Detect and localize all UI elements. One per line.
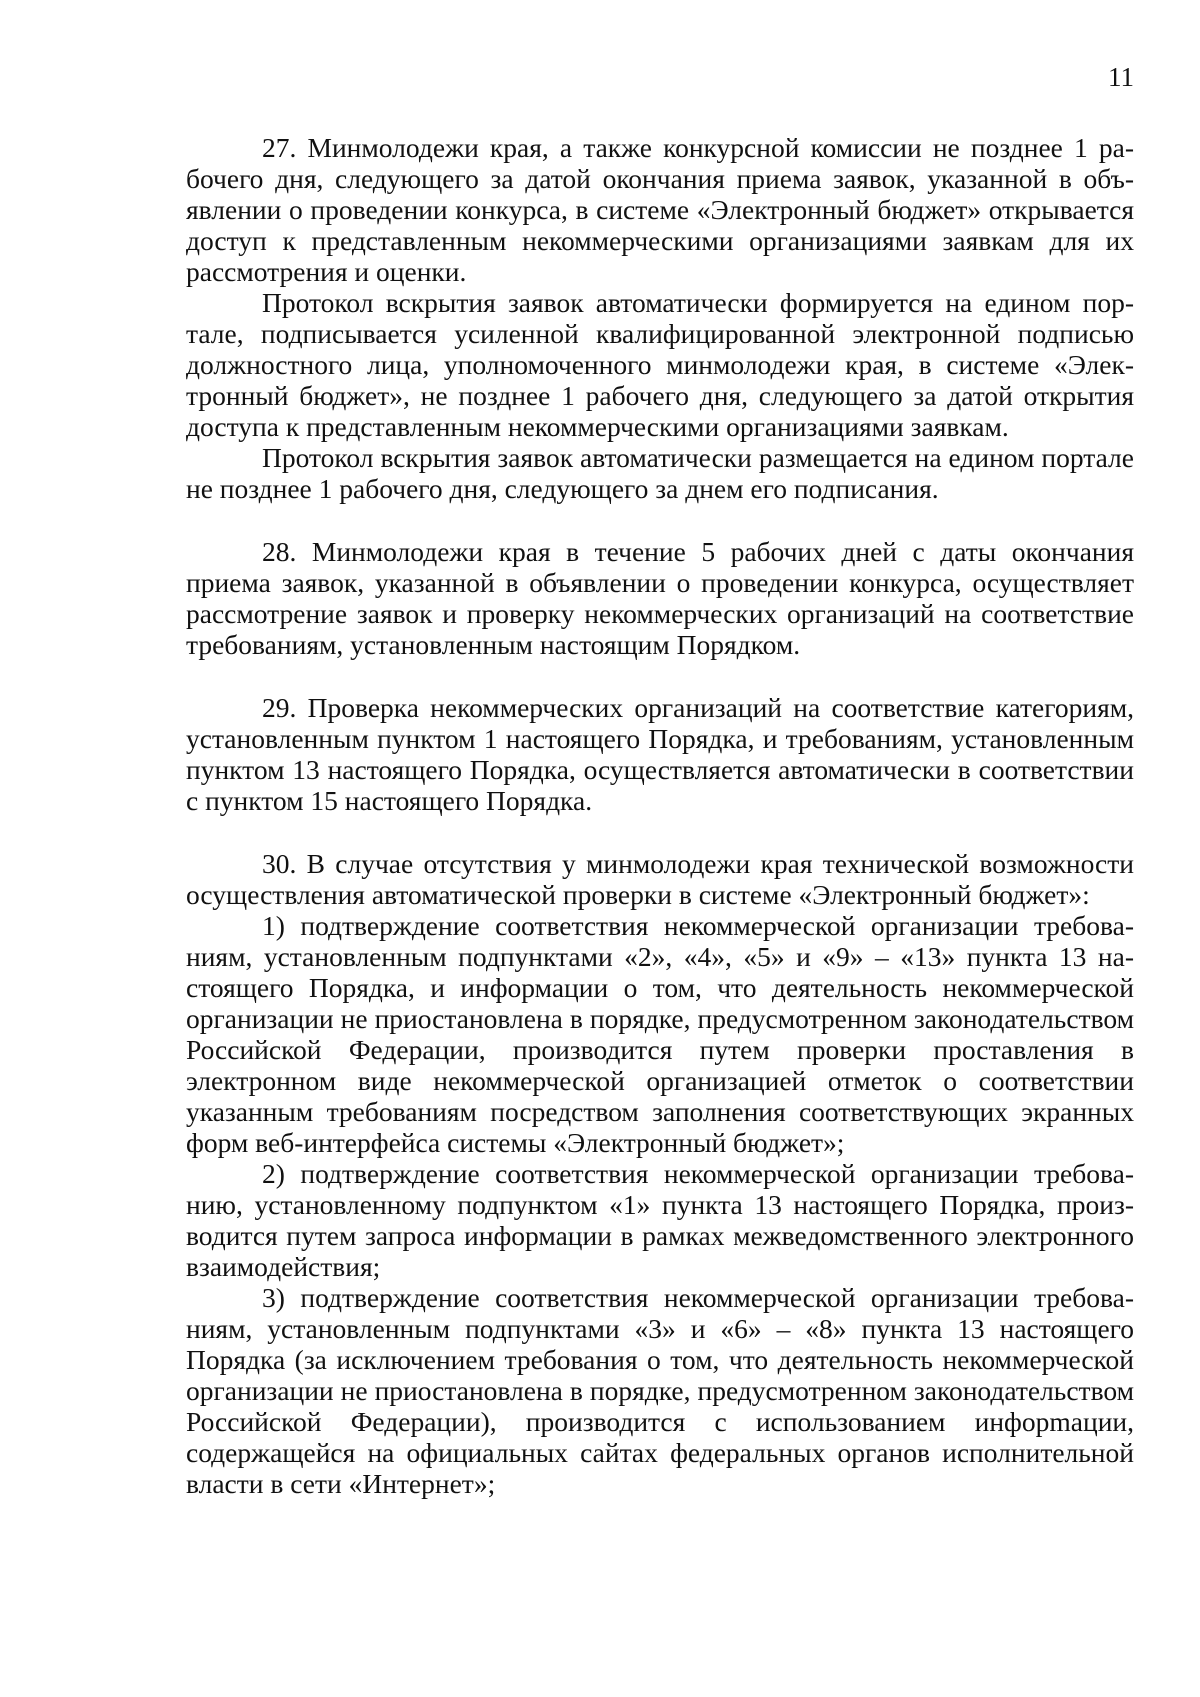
spacer	[186, 660, 1134, 692]
paragraph-30: 30. В случае отсутствия у минмолодежи края технической возможности осуществления автоматической проверки в системе «Электронный бюджет»:	[186, 848, 1134, 910]
paragraph-30-item-2: 2) подтверждение соответствия некоммерческой организации требованию, установленному подпунктом «1» пункта 13 настоящего Порядка, производится путем запроса информации в рамках межведомственного электронного взаимодействия;	[186, 1158, 1134, 1282]
paragraph-29: 29. Проверка некоммерческих организаций на соответствие категориям, установленным пунктом 1 настоящего Порядка, и требованиям, установленным пунктом 13 настоящего Порядка, осуществляется автоматически в соответствии с пунктом 15 настоящего Порядка.	[186, 692, 1134, 816]
paragraph-30-item-3: 3) подтверждение соответствия некоммерческой организации требованиям, установленным подпунктами «3» и «6» – «8» пункта 13 настоящего Порядка (за исключением требования о том, что деятельность некоммерческой организации не приостановлена в порядке, предусмотренном законодательством Российской Федерации), производится с использованием инфорmации, содержащейся на официальных сайтах федеральных органов исполнительной власти в сети «Интернет»;	[186, 1282, 1134, 1499]
spacer	[186, 504, 1134, 536]
paragraph-28: 28. Минмолодежи края в течение 5 рабочих дней с даты окончания приема заявок, указанной в объявлении о проведении конкурса, осуществляет рассмотрение заявок и проверку некоммерческих организаций на соответствие требованиям, установленным настоящим Порядком.	[186, 536, 1134, 660]
page-number: 11	[1108, 62, 1134, 92]
paragraph-30-item-1: 1) подтверждение соответствия некоммерческой организации требованиям, установленным подпунктами «2», «4», «5» и «9» – «13» пункта 13 настоящего Порядка, и информации о том, что деятельность некоммерческой организации не приостановлена в порядке, предусмотренном законодательством Российской Федерации, производится путем проверки проставления в электронном виде некоммерческой организацией отметок о соответствии указанным требованиям посредством заполнения соответствующих экранных форм веб-интерфейса системы «Электронный бюджет»;	[186, 910, 1134, 1158]
paragraph-27-protocol-formation: Протокол вскрытия заявок автоматически формируется на едином портале, подписывается усиленной квалифицированной электронной подписью должностного лица, уполномоченного минмолодежи края, в системе «Электронный бюджет», не позднее 1 рабочего дня, следующего за датой открытия доступа к представленным некоммерческими организациями заявкам.	[186, 287, 1134, 442]
paragraph-27-protocol-placement: Протокол вскрытия заявок автоматически размещается на едином портале не позднее 1 рабочего дня, следующего за днем его подписания.	[186, 442, 1134, 504]
spacer	[186, 816, 1134, 848]
document-body	[186, 132, 1134, 1499]
paragraph-27: 27. Минмолодежи края, а также конкурсной комиссии не позднее 1 рабочего дня, следующего за датой окончания приема заявок, указанной в объявлении о проведении конкурса, в системе «Электронный бюджет» открывается доступ к представленным некоммерческими организациями заявкам для их рассмотрения и оценки.	[186, 132, 1134, 287]
